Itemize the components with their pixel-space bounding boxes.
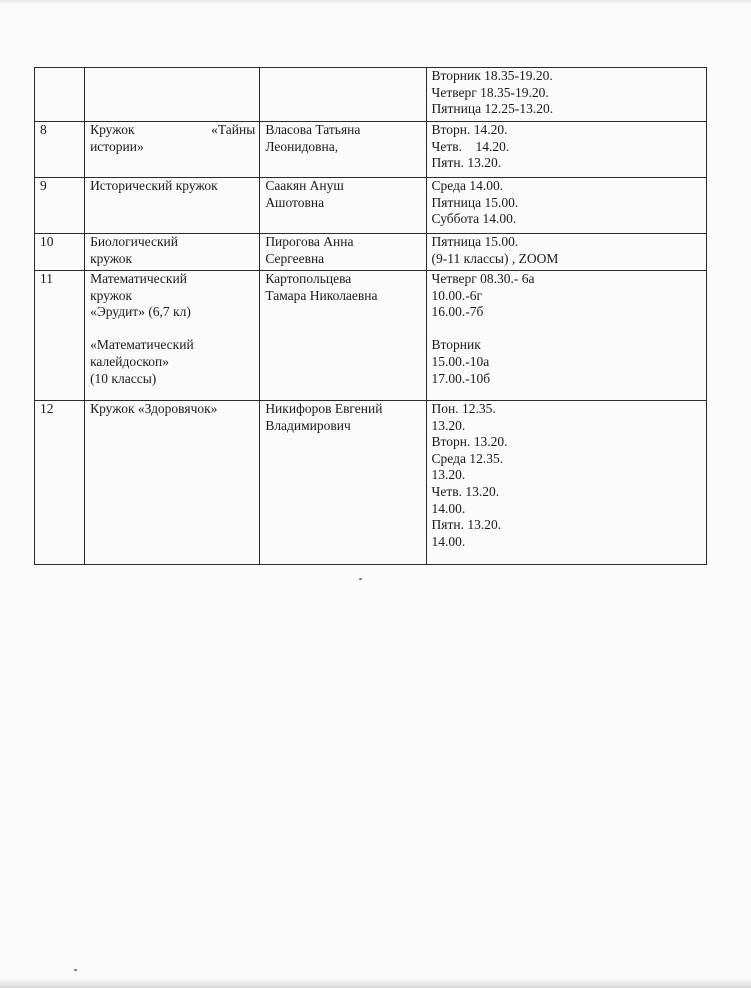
club-schedule-table	[34, 67, 707, 565]
row-number: 10	[40, 234, 54, 249]
club-name-line: Исторический кружок	[90, 178, 218, 193]
club-name-line: калейдоскоп»	[90, 353, 170, 369]
row-number: 12	[40, 401, 54, 416]
club-name-cell	[85, 234, 260, 271]
schedule-line: Пятница 15.00.	[431, 194, 519, 210]
scan-speck	[74, 969, 77, 971]
schedule-line: Суббота 14.00.	[431, 211, 517, 227]
club-name-cell	[85, 68, 260, 122]
table-row	[35, 401, 707, 565]
row-number: 11	[40, 271, 53, 286]
schedule-cell	[426, 401, 706, 565]
teacher-line: Сергеевна	[265, 250, 325, 266]
scan-edge-bottom	[0, 978, 751, 988]
club-name-cell	[85, 401, 260, 565]
schedule-line: Пятница 15.00.	[431, 234, 519, 249]
table-row	[35, 68, 707, 122]
club-name-cell	[85, 178, 260, 234]
club-name-line: кружок	[90, 287, 133, 303]
row-number-cell	[35, 122, 85, 178]
teacher-line: Леонидовна,	[265, 138, 339, 154]
schedule-line: Пятница 12.25-13.20.	[431, 101, 554, 117]
schedule-line: Четверг 18.35-19.20.	[431, 84, 549, 100]
schedule-line: 13.20.	[431, 467, 466, 483]
row-number-cell	[35, 234, 85, 271]
club-name-word: «Тайны	[211, 122, 256, 137]
club-name-line	[90, 122, 255, 139]
club-name-line: «Математический	[90, 337, 194, 353]
schedule-line: Среда 12.35.	[431, 450, 504, 466]
schedule-line: Четв. 13.20.	[431, 483, 500, 499]
club-name-line: Биологический	[90, 234, 178, 249]
teacher-line: Тамара Николаевна	[265, 287, 378, 303]
table-row	[35, 271, 707, 401]
schedule-cell	[426, 122, 706, 178]
row-number-cell	[35, 401, 85, 565]
schedule-line: Вторник	[431, 337, 481, 353]
teacher-line: Картопольцева	[265, 271, 352, 286]
schedule-line: Пятн. 13.20.	[431, 517, 502, 533]
schedule-line: 17.00.-10б	[431, 370, 491, 386]
club-name-cell	[85, 122, 260, 178]
table-row	[35, 122, 707, 178]
schedule-line: 14.00.	[431, 500, 466, 516]
schedule-line: Пон. 12.35.	[431, 401, 496, 416]
schedule-line: Вторн. 14.20.	[431, 122, 508, 137]
club-name-line: «Эрудит» (6,7 кл)	[90, 304, 191, 320]
teacher-cell	[260, 401, 426, 565]
schedule-line: 15.00.-10а	[431, 353, 490, 369]
row-number-cell	[35, 68, 85, 122]
row-number-cell	[35, 178, 85, 234]
schedule-line: Четверг 08.30.- 6а	[431, 271, 535, 286]
club-name-cell	[85, 271, 260, 401]
teacher-line: Власова Татьяна	[265, 122, 361, 137]
teacher-cell	[260, 271, 426, 401]
schedule-line: 10.00.-6г	[431, 287, 483, 303]
scan-edge-top	[0, 0, 751, 4]
teacher-cell	[260, 178, 426, 234]
schedule-cell	[426, 178, 706, 234]
schedule-cell	[426, 68, 706, 122]
schedule-line: Среда 14.00.	[431, 178, 504, 193]
schedule-line: Пятн. 13.20.	[431, 155, 502, 171]
schedule-line: Вторн. 13.20.	[431, 434, 508, 450]
table-row	[35, 178, 707, 234]
schedule-line: 13.20.	[431, 417, 466, 433]
club-name-line: Математический	[90, 271, 187, 286]
club-name-line: (10 классы)	[90, 370, 157, 386]
row-number-cell	[35, 271, 85, 401]
row-number: 8	[40, 122, 47, 137]
teacher-line: Ашотовна	[265, 194, 325, 210]
schedule-line: Вторник 18.35-19.20.	[431, 68, 553, 83]
club-name-line: Кружок «Здоровячок»	[90, 401, 218, 416]
club-name-line: истории»	[90, 138, 144, 154]
club-name-word: Кружок	[90, 122, 135, 137]
scan-speck	[359, 578, 362, 580]
line-gap	[432, 321, 702, 338]
teacher-line: Владимирович	[265, 417, 351, 433]
schedule-line: 14.00.	[431, 533, 466, 549]
schedule-line: (9-11 классы) , ZOOM	[431, 250, 559, 266]
teacher-line: Пирогова Анна	[265, 234, 354, 249]
teacher-cell	[260, 122, 426, 178]
teacher-cell	[260, 234, 426, 271]
club-name-line: кружок	[90, 250, 133, 266]
schedule-line: Четв. 14.20.	[431, 138, 510, 154]
line-gap	[90, 321, 255, 338]
table-row	[35, 234, 707, 271]
schedule-cell	[426, 271, 706, 401]
teacher-line: Саакян Ануш	[265, 178, 344, 193]
teacher-cell	[260, 68, 426, 122]
schedule-cell	[426, 234, 706, 271]
row-number: 9	[40, 178, 47, 193]
schedule-line: 16.00.-7б	[431, 304, 484, 320]
teacher-line: Никифоров Евгений	[265, 401, 383, 416]
